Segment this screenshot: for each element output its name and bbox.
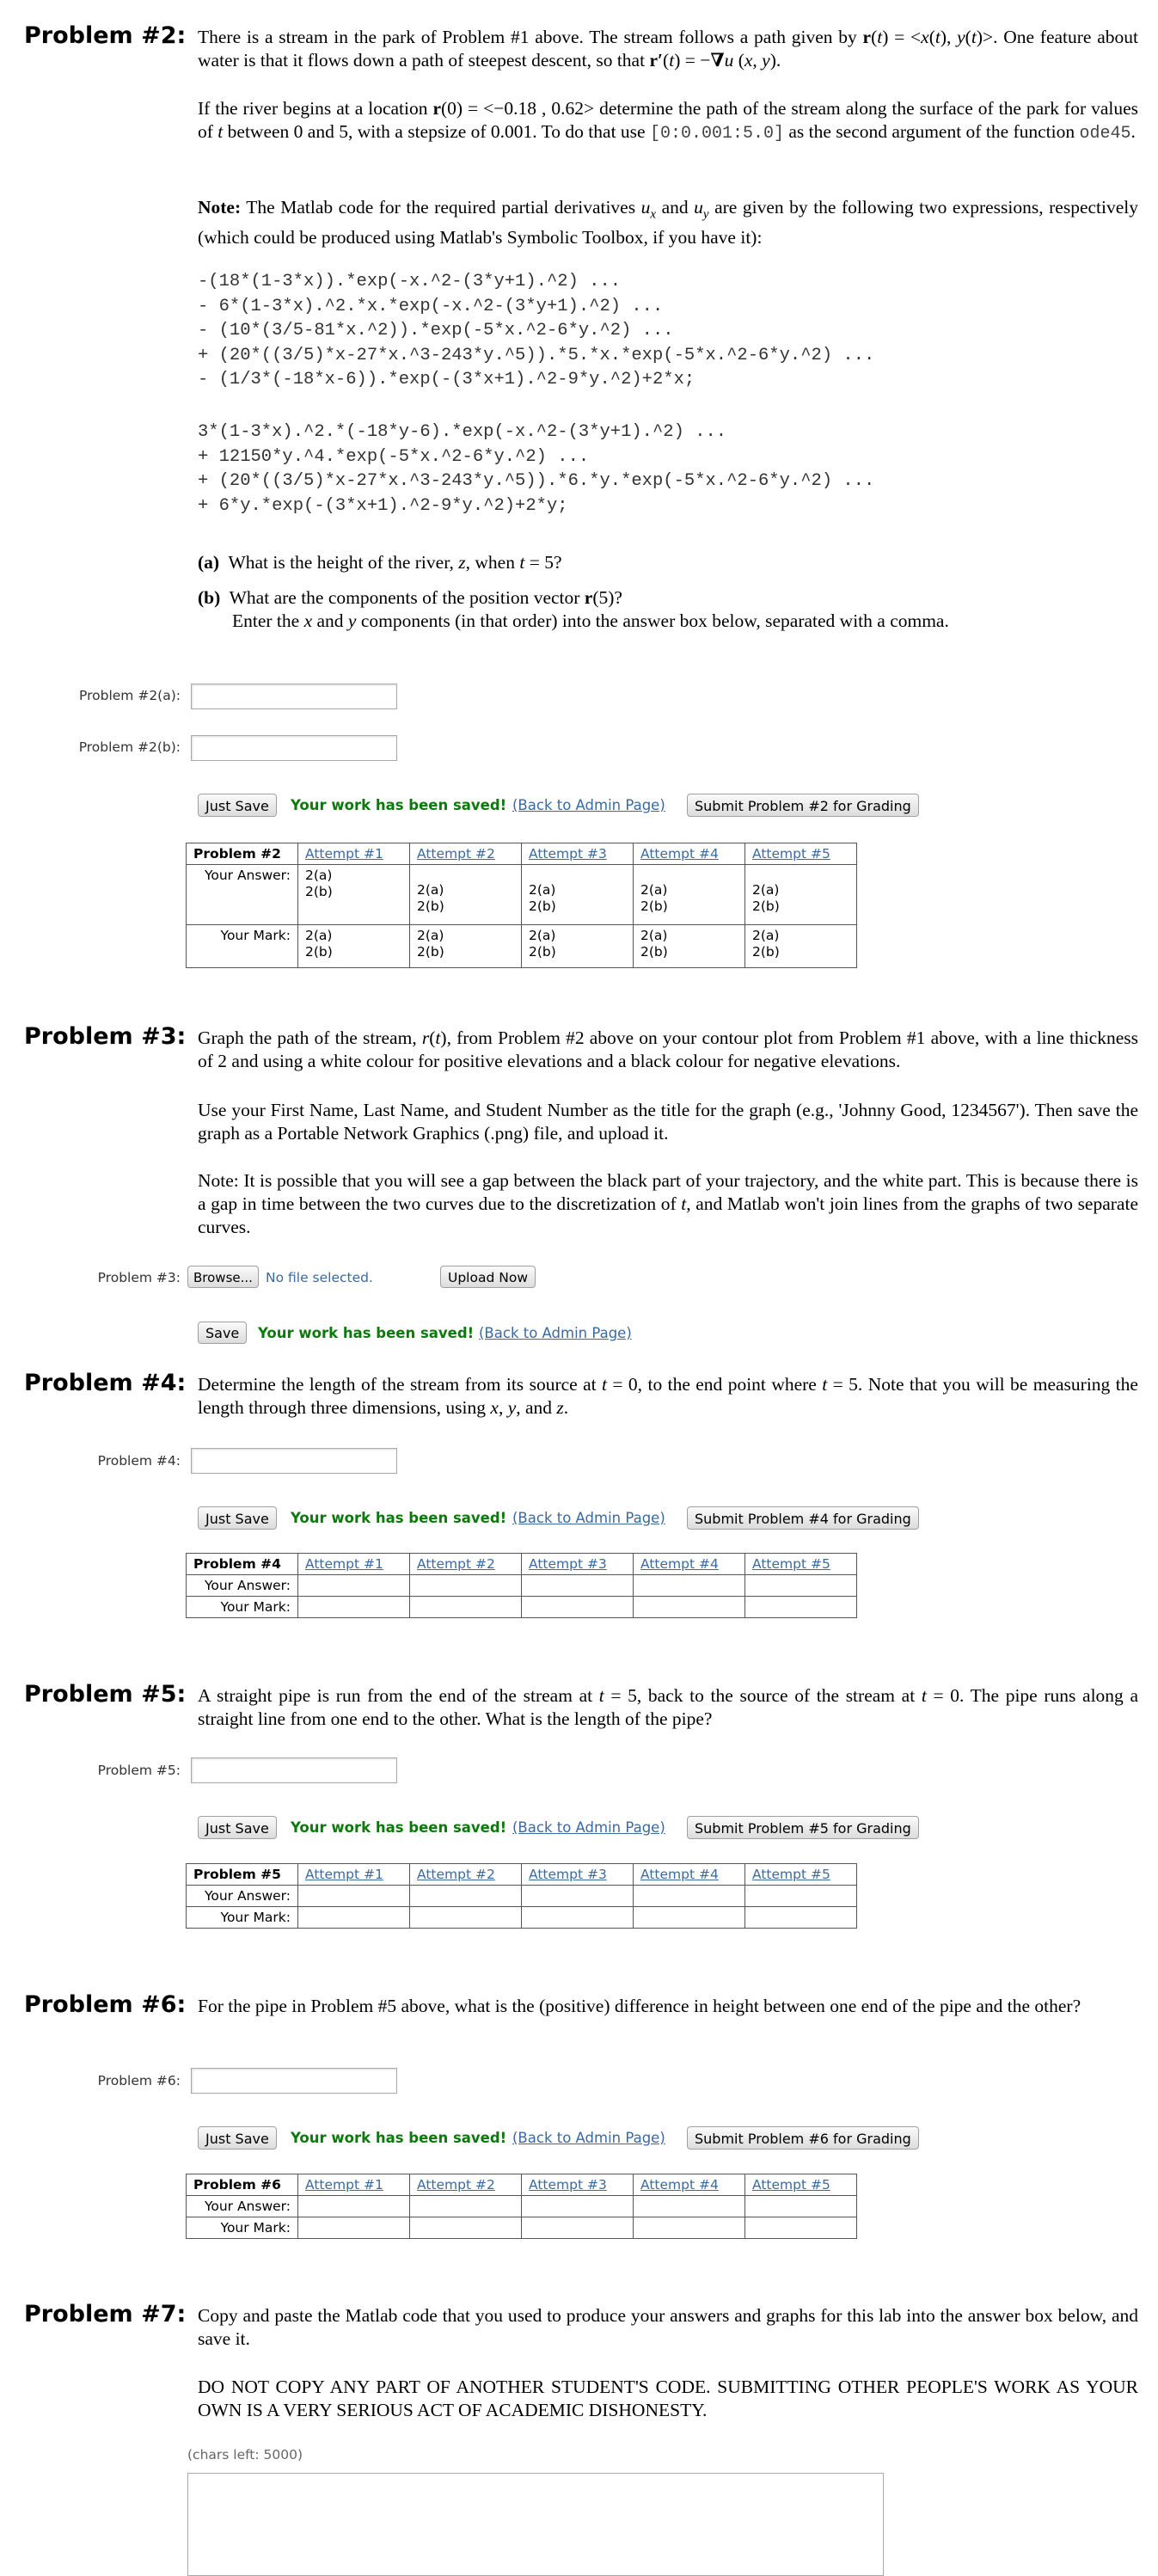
ode45-code: ode45 (1079, 124, 1131, 144)
attempt-2-header: Attempt #2 (410, 843, 522, 865)
answer-cell: 2(a) 2(b) (745, 865, 857, 925)
problem-7-para-1: Copy and paste the Matlab code that you used to produce your answers and graphs for this lab into the answer box below, and save it. (198, 2305, 1138, 2349)
mark-cell (745, 1907, 857, 1929)
problem-3-para-3: Note: It is possible that you will see a gap between the black part of your trajectory, and the white part. This is because there is a gap in time between the two curves due to the discretization of t, and Matlab won't join lines from the graphs of two separate curves. (198, 1170, 1138, 1237)
problem-4-input[interactable] (191, 1448, 397, 1474)
mark-cell (745, 2217, 857, 2239)
problem-6-input[interactable] (191, 2068, 397, 2094)
mark-cell (298, 2217, 410, 2239)
ux-code-block: -(18*(1-3*x)).*exp(-x.^2-(3*y+1).^2) ... - 6*(1-3*x).^2.*x.*exp(-x.^2-(3*y+1).^2) ... - (10*(3/5-81*x.^2)).*exp(-5*x.^2-6*y.^2) ... + (20*((3/5)*x-27*x.^3-243*y.^5)).*5.*x.*exp(-5*x.^2-6*y.^2) ... - (1/3*(-18*x-6)).*exp(-(3*x+1).^2-9*y.^2)+2*x; (198, 272, 875, 389)
problem-4-label: Problem #4: (97, 1453, 181, 1469)
problem-2-note: Note: The Matlab code for the required partial derivatives $u_x$ and $u_y$ are given by the following two expressions, respectively (which could be produced using Matlab's Symbolic Toolbox, if you have it): (198, 197, 1138, 248)
problem-2b-label: Problem #2(b): (78, 739, 181, 755)
attempt-5-header: Attempt #5 (745, 2174, 857, 2196)
problem-4-para-1: Determine the length of the stream from its source at t = 0, to the end point where t = 5. Note that you will be measuring the length through three dimensions, using x, y, and z. (198, 1374, 1138, 1418)
attempt-3-header: Attempt #3 (522, 1554, 634, 1575)
problem-2-attempts-table (186, 843, 857, 968)
table-header: Problem #6 (187, 2174, 298, 2196)
mark-cell: 2(a) 2(b) (522, 925, 634, 968)
problem-3-back-link[interactable]: (Back to Admin Page) (479, 1325, 632, 1341)
answer-cell (522, 1886, 634, 1907)
attempt-4-header: Attempt #4 (634, 2174, 745, 2196)
attempt-4-header: Attempt #4 (634, 1864, 745, 1886)
problem-3-saved-message: Your work has been saved! (258, 1325, 475, 1341)
mark-cell: 2(a) 2(b) (745, 925, 857, 968)
problem-5-attempts-table (186, 1863, 857, 1929)
no-file-status: No file selected. (266, 1270, 373, 1285)
mark-cell (634, 1907, 745, 1929)
problem-5-just-save-button[interactable]: Just Save (198, 1816, 277, 1839)
answer-cell: 2(a) 2(b) (410, 865, 522, 925)
problem-2-back-link[interactable]: (Back to Admin Page) (512, 797, 665, 813)
problem-2-saved-message: Your work has been saved! (291, 797, 507, 813)
answer-cell (410, 1886, 522, 1907)
problem-5-input[interactable] (191, 1757, 397, 1783)
answer-cell (522, 2196, 634, 2217)
problem-5-submit-button[interactable]: Submit Problem #5 for Grading (687, 1816, 919, 1839)
mark-row-label: Your Mark: (187, 1907, 298, 1929)
time-span-code: [0:0.001:5.0] (649, 124, 784, 144)
problem-6-label: Problem #6: (97, 2073, 181, 2088)
problem-2a-label: Problem #2(a): (79, 688, 181, 703)
attempt-1-header: Attempt #1 (298, 1864, 410, 1886)
answer-cell: 2(a) 2(b) (522, 865, 634, 925)
problem-3-title: Problem #3: (24, 1023, 187, 1050)
mark-cell (410, 1597, 522, 1618)
problem-3-label: Problem #3: (97, 1270, 181, 1285)
problem-4-just-save-button[interactable]: Just Save (198, 1506, 277, 1530)
answer-row-label: Your Answer: (187, 1886, 298, 1907)
attempt-2-header: Attempt #2 (410, 1554, 522, 1575)
attempt-5-header: Attempt #5 (745, 843, 857, 865)
problem-2-setup: If the river begins at a location r(0) = <−0.18 , 0.62> determine the path of the stream along the surface of the park for values of t between 0 and 5, with a stepsize of 0.001. To do that use [0:0.001:5.0] as the second argument of the function ode45. (198, 98, 1139, 144)
problem-6-saved-message: Your work has been saved! (291, 2130, 507, 2146)
mark-cell (410, 2217, 522, 2239)
answer-row-label: Your Answer: (187, 865, 298, 925)
mark-cell: 2(a) 2(b) (410, 925, 522, 968)
attempt-5-header: Attempt #5 (745, 1864, 857, 1886)
mark-cell (522, 1907, 634, 1929)
attempt-1-header: Attempt #1 (298, 2174, 410, 2196)
answer-cell (634, 1886, 745, 1907)
attempt-1-header: Attempt #1 (298, 843, 410, 865)
problem-2-submit-button[interactable]: Submit Problem #2 for Grading (687, 794, 919, 817)
problem-4-back-link[interactable]: (Back to Admin Page) (512, 1510, 665, 1526)
problem-4-attempts-table (186, 1553, 857, 1618)
problem-3-para-1: Graph the path of the stream, r(t), from Problem #2 above on your contour plot from Problem #1 above, with a line thickness of 2 and using a white colour for positive elevations and a black colour for negative elevations. (198, 1027, 1138, 1071)
uy-code-block: 3*(1-3*x).^2.*(-18*y-6).*exp(-x.^2-(3*y+1).^2) ... + 12150*y.^4.*exp(-5*x.^2-6*y.^2) ... + (20*((3/5)*x-27*x.^3-243*y.^5)).*6.*y.*exp(-5*x.^2-6*y.^2) ... + 6*y.*exp(-(3*x+1).^2-9*y.^2)+2*y; (198, 422, 875, 516)
table-header: Problem #5 (187, 1864, 298, 1886)
mark-cell (410, 1907, 522, 1929)
problem-2a-input[interactable] (191, 684, 397, 709)
answer-cell (745, 2196, 857, 2217)
question-b: (b) What are the components of the position vector r(5)? Enter the x and y components (in that order) into the answer box below, separated with a comma. (198, 587, 949, 631)
problem-5-label: Problem #5: (97, 1763, 181, 1778)
mark-row-label: Your Mark: (187, 1597, 298, 1618)
answer-cell (298, 2196, 410, 2217)
mark-cell (634, 1597, 745, 1618)
mark-cell (634, 2217, 745, 2239)
attempt-2-header: Attempt #2 (410, 1864, 522, 1886)
answer-cell (634, 2196, 745, 2217)
answer-cell (634, 1575, 745, 1597)
problem-5-back-link[interactable]: (Back to Admin Page) (512, 1819, 665, 1836)
mark-row-label: Your Mark: (187, 925, 298, 968)
attempt-5-header: Attempt #5 (745, 1554, 857, 1575)
answer-row-label: Your Answer: (187, 2196, 298, 2217)
attempt-4-header: Attempt #4 (634, 843, 745, 865)
problem-2-title: Problem #2: (24, 22, 187, 49)
problem-3-save-button[interactable]: Save (198, 1322, 247, 1344)
problem-7-title: Problem #7: (24, 2301, 187, 2328)
answer-cell (745, 1575, 857, 1597)
problem-6-para-1: For the pipe in Problem #5 above, what is the (positive) difference in height between one end of the pipe and the other? (198, 1996, 1081, 2016)
answer-cell (745, 1886, 857, 1907)
problem-6-submit-button[interactable]: Submit Problem #6 for Grading (687, 2126, 919, 2150)
answer-cell (410, 2196, 522, 2217)
browse-button[interactable]: Browse... (187, 1266, 259, 1288)
note-label: Note: (198, 197, 242, 218)
problem-2-just-save-button[interactable]: Just Save (198, 794, 277, 817)
chars-left-counter: (chars left: 5000) (187, 2447, 303, 2463)
mark-cell (522, 2217, 634, 2239)
answer-cell: 2(a) 2(b) (298, 865, 410, 925)
problem-6-just-save-button[interactable]: Just Save (198, 2126, 277, 2150)
question-a: (a) What is the height of the river, z, when t = 5? (198, 552, 562, 573)
answer-cell (522, 1575, 634, 1597)
matlab-code-textarea[interactable] (187, 2473, 884, 2576)
attempt-3-header: Attempt #3 (522, 2174, 634, 2196)
mark-cell: 2(a) 2(b) (634, 925, 745, 968)
mark-cell (298, 1597, 410, 1618)
attempt-3-header: Attempt #3 (522, 1864, 634, 1886)
upload-now-button[interactable]: Upload Now (440, 1266, 536, 1288)
problem-6-title: Problem #6: (24, 1991, 187, 2018)
table-header: Problem #2 (187, 843, 298, 865)
answer-cell (298, 1886, 410, 1907)
attempt-1-header: Attempt #1 (298, 1554, 410, 1575)
problem-4-submit-button[interactable]: Submit Problem #4 for Grading (687, 1506, 919, 1530)
problem-3-para-2: Use your First Name, Last Name, and Student Number as the title for the graph (e.g., 'Johnny Good, 1234567'). Then save the graph as a Portable Network Graphics (.png) file, and upload it. (198, 1100, 1138, 1144)
answer-row-label: Your Answer: (187, 1575, 298, 1597)
answer-cell (410, 1575, 522, 1597)
problem-2b-input[interactable] (191, 735, 397, 761)
answer-cell (298, 1575, 410, 1597)
attempt-3-header: Attempt #3 (522, 843, 634, 865)
problem-2-intro: There is a stream in the park of Problem #1 above. The stream follows a path given by r(t) = <x(t), y(t)>. One feature about water is that it flows down a path of steepest descent, so that r′(t) = −∇u (x, y). (198, 27, 1138, 71)
mark-cell (522, 1597, 634, 1618)
problem-5-para-1: A straight pipe is run from the end of the stream at t = 5, back to the source of the stream at t = 0. The pipe runs along a straight line from one end to the other. What is the length of the pipe? (198, 1685, 1138, 1729)
mark-row-label: Your Mark: (187, 2217, 298, 2239)
attempt-2-header: Attempt #2 (410, 2174, 522, 2196)
mark-cell: 2(a) 2(b) (298, 925, 410, 968)
problem-7-warning: DO NOT COPY ANY PART OF ANOTHER STUDENT'S CODE. SUBMITTING OTHER PEOPLE'S WORK AS YOUR OWN IS A VERY SERIOUS ACT OF ACADEMIC DISHONESTY. (198, 2377, 1138, 2420)
mark-cell (298, 1907, 410, 1929)
problem-6-back-link[interactable]: (Back to Admin Page) (512, 2130, 665, 2146)
problem-4-title: Problem #4: (24, 1370, 187, 1396)
problem-5-saved-message: Your work has been saved! (291, 1819, 507, 1836)
attempt-4-header: Attempt #4 (634, 1554, 745, 1575)
problem-5-title: Problem #5: (24, 1681, 187, 1708)
answer-cell: 2(a) 2(b) (634, 865, 745, 925)
table-header: Problem #4 (187, 1554, 298, 1575)
problem-6-attempts-table (186, 2174, 857, 2239)
mark-cell (745, 1597, 857, 1618)
problem-4-saved-message: Your work has been saved! (291, 1510, 507, 1526)
